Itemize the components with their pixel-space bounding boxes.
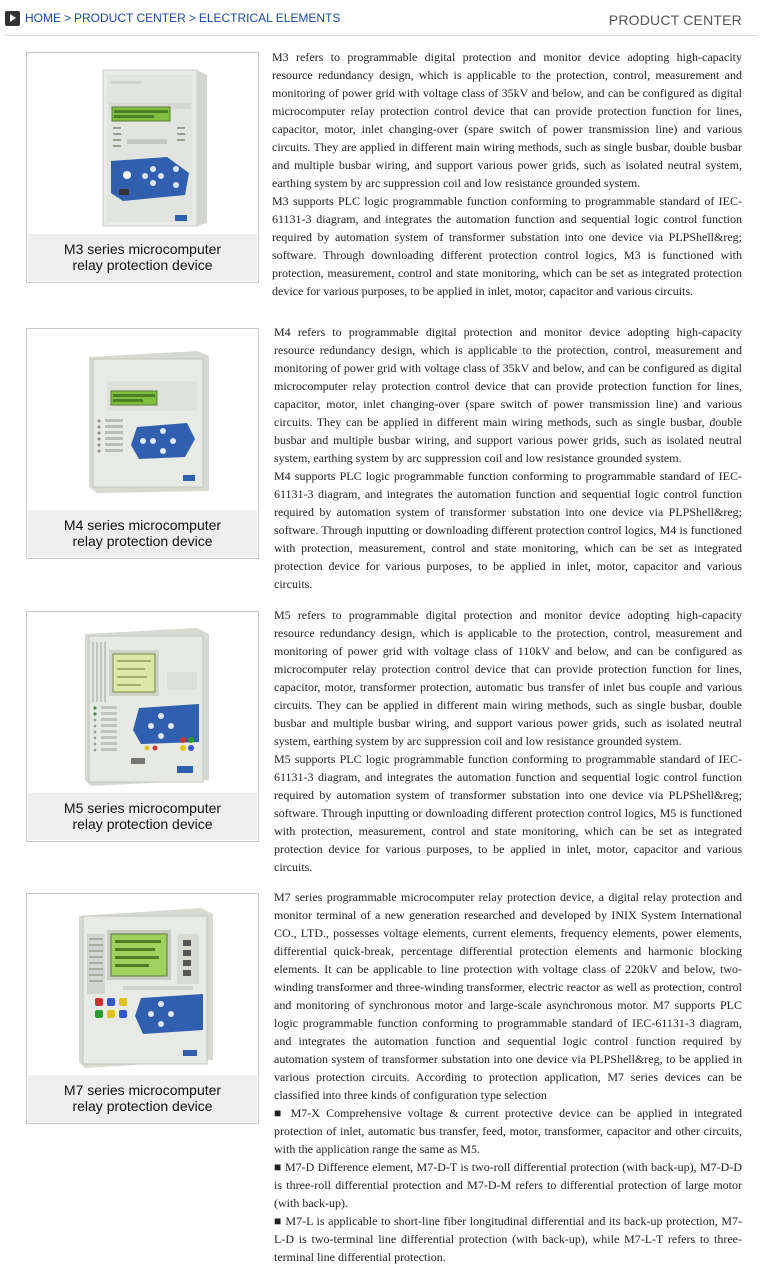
header-divider [4,35,758,36]
caption-line: M4 series microcomputer [63,517,222,533]
caption-line: relay protection device [72,816,213,832]
product-description-m5 [274,606,742,876]
product-card-m3[interactable] [26,52,259,283]
product-caption-m7[interactable] [28,1075,257,1122]
product-description-m7 [274,888,742,1266]
product-description-m3 [272,48,742,300]
caption-line: relay protection device [72,1098,213,1114]
product-card-m5[interactable] [26,611,259,842]
product-caption-m4[interactable] [28,510,257,557]
description-paragraph: M5 refers to programmable digital protection and monitor device adopting high-capacity resource redundancy design, which is applicable to the protection, control, measurement and monitoring of power grid with voltage class of 110kV and below, and can be configured as microcomputer relay protection control device that can provide protection function for lines, capacitor, motor, transformer protection, automatic bus transfer of inlet bus couple and various circuits. They can be applied in different main wiring methods, such as single busbar, double busbar and multiple busbar wiring, and support various power grids, such as isolated neutral system, earthing system by arc suppression coil and low resistance grounded system. [274,608,742,748]
product-image-m3[interactable] [27,53,258,231]
arrow-right-icon [5,11,20,26]
description-paragraph: M7 series programmable microcomputer relay protection device, a digital relay protection and monitor terminal of a new generation researched and developed by INIX System International CO., LTD., possesses voltage elements, current elements, frequency elements, power elements, differential quick-break, percentage differential protection elements and harmonic blocking elements. It can be applicable to line protection with voltage class of 220kV and below, two-winding transformer and three-winding transformer, electric reactor as well as protection, control and monitoring of synchronous motor and large-scale asynchronous motor. M7 supports PLC logic programmable function conforming to programmable standard of IEC-61131-3 diagram, and integrates the automation function and sequential logic control function required by automation system of transformer substation into one device via PLPShell&reg, to be applied in various protection circuits. According to protection application, M7 series devices can be classified into three kinds of configuration type selection [274,890,742,1102]
breadcrumb-separator: > [188,11,196,25]
caption-line: relay protection device [72,257,213,273]
description-paragraph: M4 refers to programmable digital protection and monitor device adopting high-capacity resource redundancy design, which is applicable to the protection, control, measurement and monitoring of power grid with voltage class of 35kV and below, and can be configured as digital microcomputer relay protection control device that can provide protection function for lines, capacitor, motor, inlet changing-over (spare switch of power transmission line) and various circuits. They can be applied in different main wiring methods, such as single busbar, double busbar and multiple busbar wiring, and support various power grids, such as isolated neutral system, earthing system by arc suppression coil and low resistance grounded system. [274,325,742,465]
description-paragraph: ■ M7-D Difference element, M7-D-T is two-roll differential protection (with back-up), M7-D-D is three-roll differential protection and M7-D-M refers to differential protection of large motor (with back-up). [274,1160,742,1210]
description-paragraph: M3 supports PLC logic programmable function conforming to programmable standard of IEC-61131-3 diagram, and integrates the automation function and sequential logic control function required by automation system of transformer substation into one device via PLPShell&reg; software. Through downloading different protection control logics, M3 is functioned with protection, measurement, control and state monitoring, which can be set as integrated protection device for various purposes, to be applied in inlet, motor, capacitor and various circuits. [272,194,742,298]
product-image-m7[interactable] [27,894,258,1072]
description-paragraph: M5 supports PLC logic programmable function conforming to programmable standard of IEC-61131-3 diagram, and integrates the automation function and sequential logic control function required by automation system of transformer substation into one device via PLPShell&reg; software. Through inputting or downloading different protection control logics, M5 is functioned with protection, measurement, control and state monitoring, which can be set as integrated protection device for various purposes, to be applied in inlet, motor, capacitor and various circuits. [274,752,742,874]
breadcrumb-separator: > [64,11,72,25]
description-paragraph: ■ M7-X Comprehensive voltage & current protective device can be applied in integrated protection of inlet, automatic bus transfer, feed, motor, transformer, capacitor and other circuits, with the application range the same as M5. [274,1106,742,1156]
caption-line: M7 series microcomputer [63,1082,222,1098]
product-description-m4 [274,323,742,593]
product-image-m5[interactable] [27,612,258,790]
product-card-m4[interactable] [26,328,259,559]
description-paragraph: M3 refers to programmable digital protection and monitor device adopting high-capacity resource redundancy design, which is applicable to the protection, control, measurement and monitoring of power grid with voltage class of 35kV and below, and can be configured as digital microcomputer relay protection control device that can provide protection function for lines, capacitor, motor, inlet changing-over (spare switch of power transmission line) and various circuits. They are applied in different main wiring methods, such as single busbar, double busbar and multiple busbar wiring, and support various power grids, such as isolated neutral system, earthing system by arc suppression coil and low resistance grounded system. [272,50,742,190]
breadcrumb-home-link[interactable]: HOME [25,11,61,25]
product-caption-m3[interactable] [28,234,257,281]
caption-line: M3 series microcomputer [63,241,222,257]
description-paragraph: ■ M7-L is applicable to short-line fiber longitudinal differential and its back-up protection, M7-L-D is two-terminal line differential protection (with back-up), while M7-L-T refers to three-terminal line differential protection. [274,1214,742,1264]
page-title: PRODUCT CENTER [608,12,742,28]
description-paragraph: M4 supports PLC logic programmable function conforming to programmable standard of IEC-61131-3 diagram, and integrates the automation function and sequential logic control function required by automation system of transformer substation into one device via PLPShell&reg; software. Through inputting or downloading different protection control logics, M4 is functioned with protection, measurement, control and state monitoring, which can be set as integrated protection device for various purposes, to be applied in inlet, motor, capacitor and various circuits. [274,469,742,591]
breadcrumb [25,11,340,25]
caption-line: M5 series microcomputer [63,800,222,816]
breadcrumb-product-center-link[interactable]: PRODUCT CENTER [74,11,186,25]
caption-line: relay protection device [72,533,213,549]
breadcrumb-electrical-elements-link[interactable]: ELECTRICAL ELEMENTS [198,11,341,25]
product-caption-m5[interactable] [28,793,257,840]
product-image-m4[interactable] [27,329,258,507]
header-bar [0,0,762,36]
product-card-m7[interactable] [26,893,259,1124]
